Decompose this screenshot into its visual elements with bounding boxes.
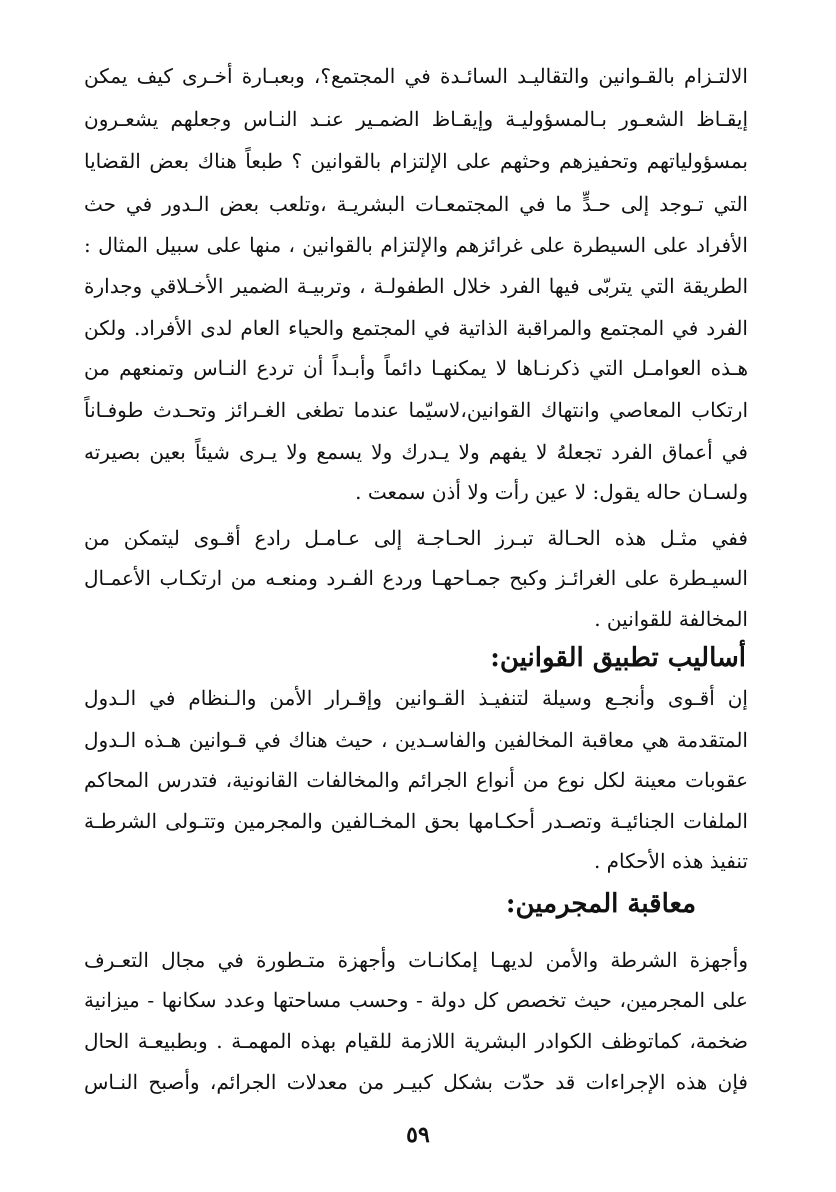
text-line: ولسـان حاله يقول: لا عين رأت ولا أذن سمعت . (355, 480, 748, 504)
text-line: الأفراد على السيطرة على غرائزهم والإلتزام بالقوانين ، منها على سبيل المثال : (84, 233, 748, 257)
section-heading: معاقبة المجرمين: (505, 889, 696, 919)
text-line: في أعماق الفرد تجعلهُ لا يفهم ولا يـدرك ولا يسمع ولا يـرى شيئاً بعين بصيرته (84, 440, 748, 464)
text-line: الملفات الجنائيـة وتصـدر أحكـامها بحق المخـالفين والمجرمين وتتـولى الشرطـة (84, 809, 748, 833)
text-line: عقوبات معينة لكل نوع من أنواع الجرائم والمخالفات القانونية، فتدرس المحاكم (84, 768, 748, 792)
page-number: ٥٩ (406, 1122, 430, 1148)
text-line: وأجهزة الشرطة والأمن لديهـا إمكانـات وأجهزة متـطورة في مجال التعـرف (84, 948, 748, 972)
text-line: المتقدمة هي معاقبة المخالفين والفاسـدين ، حيث هناك في قـوانين هـذه الـدول (84, 728, 748, 752)
text-line: ففي مثـل هذه الحـالة تبـرز الحـاجـة إلى عـامـل رادع أقـوى ليتمكن من (84, 526, 748, 550)
text-line: التي تـوجد إلى حـدٍّ ما في المجتمعـات البشريـة ،وتلعب بعض الـدور في حث (84, 192, 748, 216)
text-line: الالتـزام بالقـوانين والتقاليـد السائـدة في المجتمع؟، وبعبـارة أخـرى كيف يمكن (84, 64, 748, 88)
text-line: ضخمة، كماتوظف الكوادر البشرية اللازمة للقيام بهذه المهمـة . وبطبيعـة الحال (84, 1029, 748, 1053)
text-line: هـذه العوامـل التي ذكرنـاها لا يمكنهـا دائماً وأبـداً أن تردع النـاس وتمنعهم من (84, 356, 748, 380)
text-line: بمسؤولياتهم وتحفيزهم وحثهم على الإلتزام بالقوانين ؟ طبعاً هناك بعض القضايا (84, 149, 748, 173)
text-line: إيقـاظ الشعـور بـالمسؤوليـة وإيقـاظ الضمـير عنـد النـاس وجعلهم يشعـرون (84, 107, 748, 131)
text-line: المخالفة للقوانين . (594, 607, 748, 631)
text-line: فإن هذه الإجراءات قد حدّت بشكل كبيـر من معدلات الجرائم، وأصبح النـاس (84, 1070, 748, 1094)
text-line: الفرد في المجتمع والمراقبة الذاتية في المجتمع والحياء العام لدى الأفراد. ولكن (84, 316, 748, 340)
section-heading: أساليب تطبيق القوانين: (490, 643, 746, 673)
text-line: ارتكاب المعاصي وانتهاك القوانين،لاسيّما عندما تطغى الغـرائز وتحـدث طوفـاناً (84, 398, 748, 422)
text-line: تنفيذ هذه الأحكام . (593, 849, 748, 873)
text-line: على المجرمين، حيث تخصص كل دولة - وحسب مساحتها وعدد سكانها - ميزانية (84, 988, 748, 1012)
text-line: الطريقة التي يتربّى فيها الفرد خلال الطفولـة ، وتربيـة الضمير الأخـلاقي وجدارة (84, 274, 748, 298)
text-line: السيـطرة على الغرائـز وكبح جمـاحهـا وردع الفـرد ومنعـه من ارتكـاب الأعمـال (84, 566, 748, 590)
text-line: إن أقـوى وأنجـع وسيلة لتنفيـذ القـوانين وإقـرار الأمن والـنظام في الـدول (84, 686, 748, 710)
